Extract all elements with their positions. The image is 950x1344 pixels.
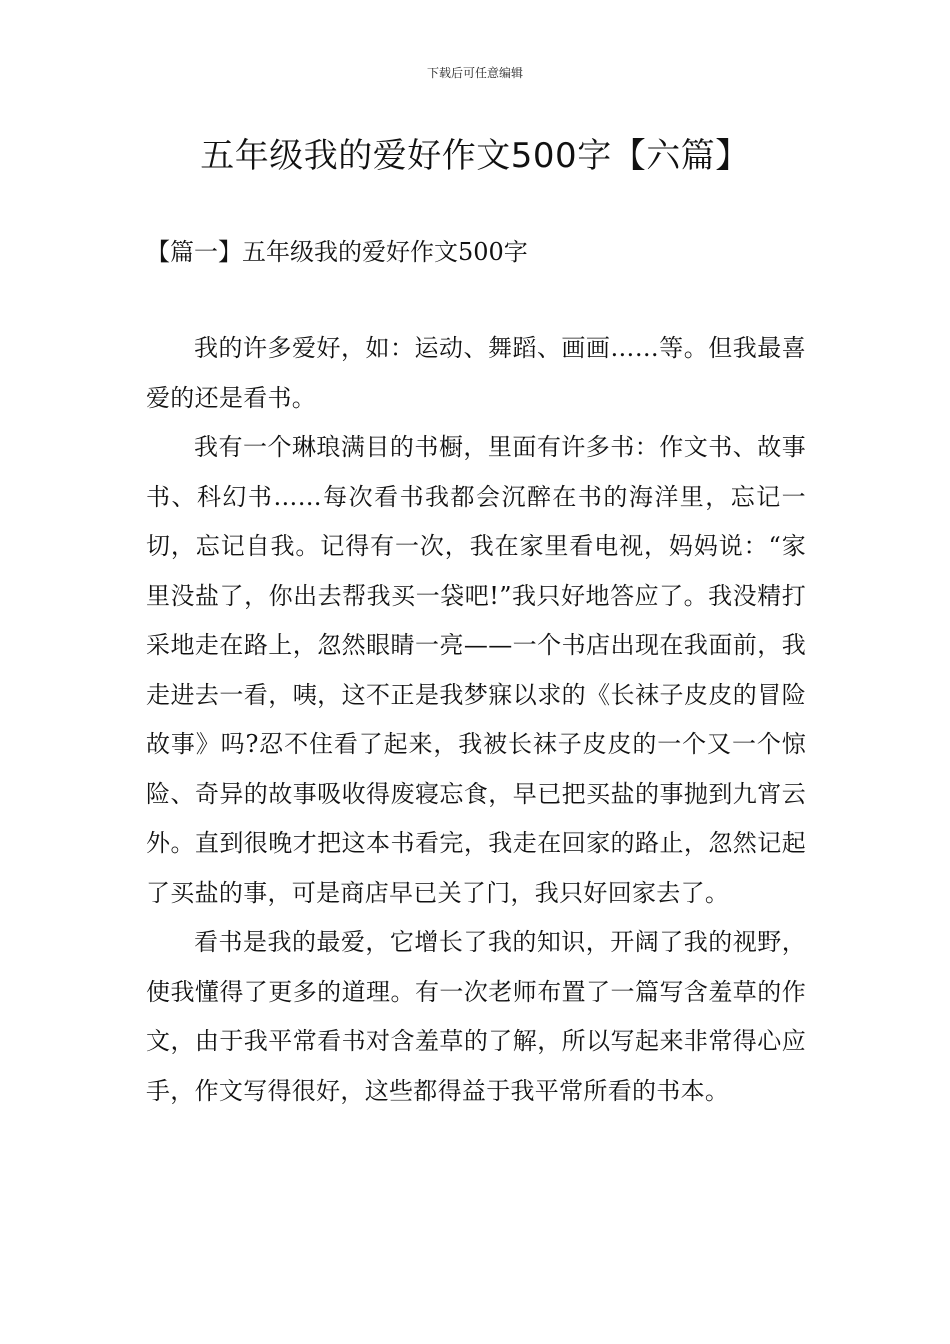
document-title: 五年级我的爱好作文500字【六篇】	[200, 136, 750, 176]
paragraph: 看书是我的最爱，它增长了我的知识，开阔了我的视野，使我懂得了更多的道理。有一次老师布置了一篇写含羞草的作文，由于我平常看书对含羞草的了解，所以写起来非常得心应手，作文写得很好，这些都得益于我平常所看的书本。	[146, 928, 806, 1105]
paragraph: 我有一个琳琅满目的书橱，里面有许多书：作文书、故事书、科幻书……每次看书我都会沉醉在书的海洋里，忘记一切，忘记自我。记得有一次，我在家里看电视，妈妈说：“家里没盐了，你出去帮我买一袋吧!”我只好地答应了。我没精打采地走在路上，忽然眼睛一亮——一个书店出现在我面前，我走进去一看，咦，这不正是我梦寐以求的《长袜子皮皮的冒险故事》吗?忍不住看了起来，我被长袜子皮皮的一个又一个惊险、奇异的故事吸收得废寝忘食，早已把买盐的事抛到九宵云外。直到很晚才把这本书看完，我走在回家的路止，忽然记起了买盐的事，可是商店早已关了门，我只好回家去了。	[146, 433, 806, 907]
essay-body	[146, 324, 806, 1116]
paragraph: 我的许多爱好，如：运动、舞蹈、画画……等。但我最喜爱的还是看书。	[146, 334, 806, 412]
header-note: 下载后可任意编辑	[426, 66, 523, 80]
section-heading: 【篇一】五年级我的爱好作文500字	[146, 238, 528, 266]
